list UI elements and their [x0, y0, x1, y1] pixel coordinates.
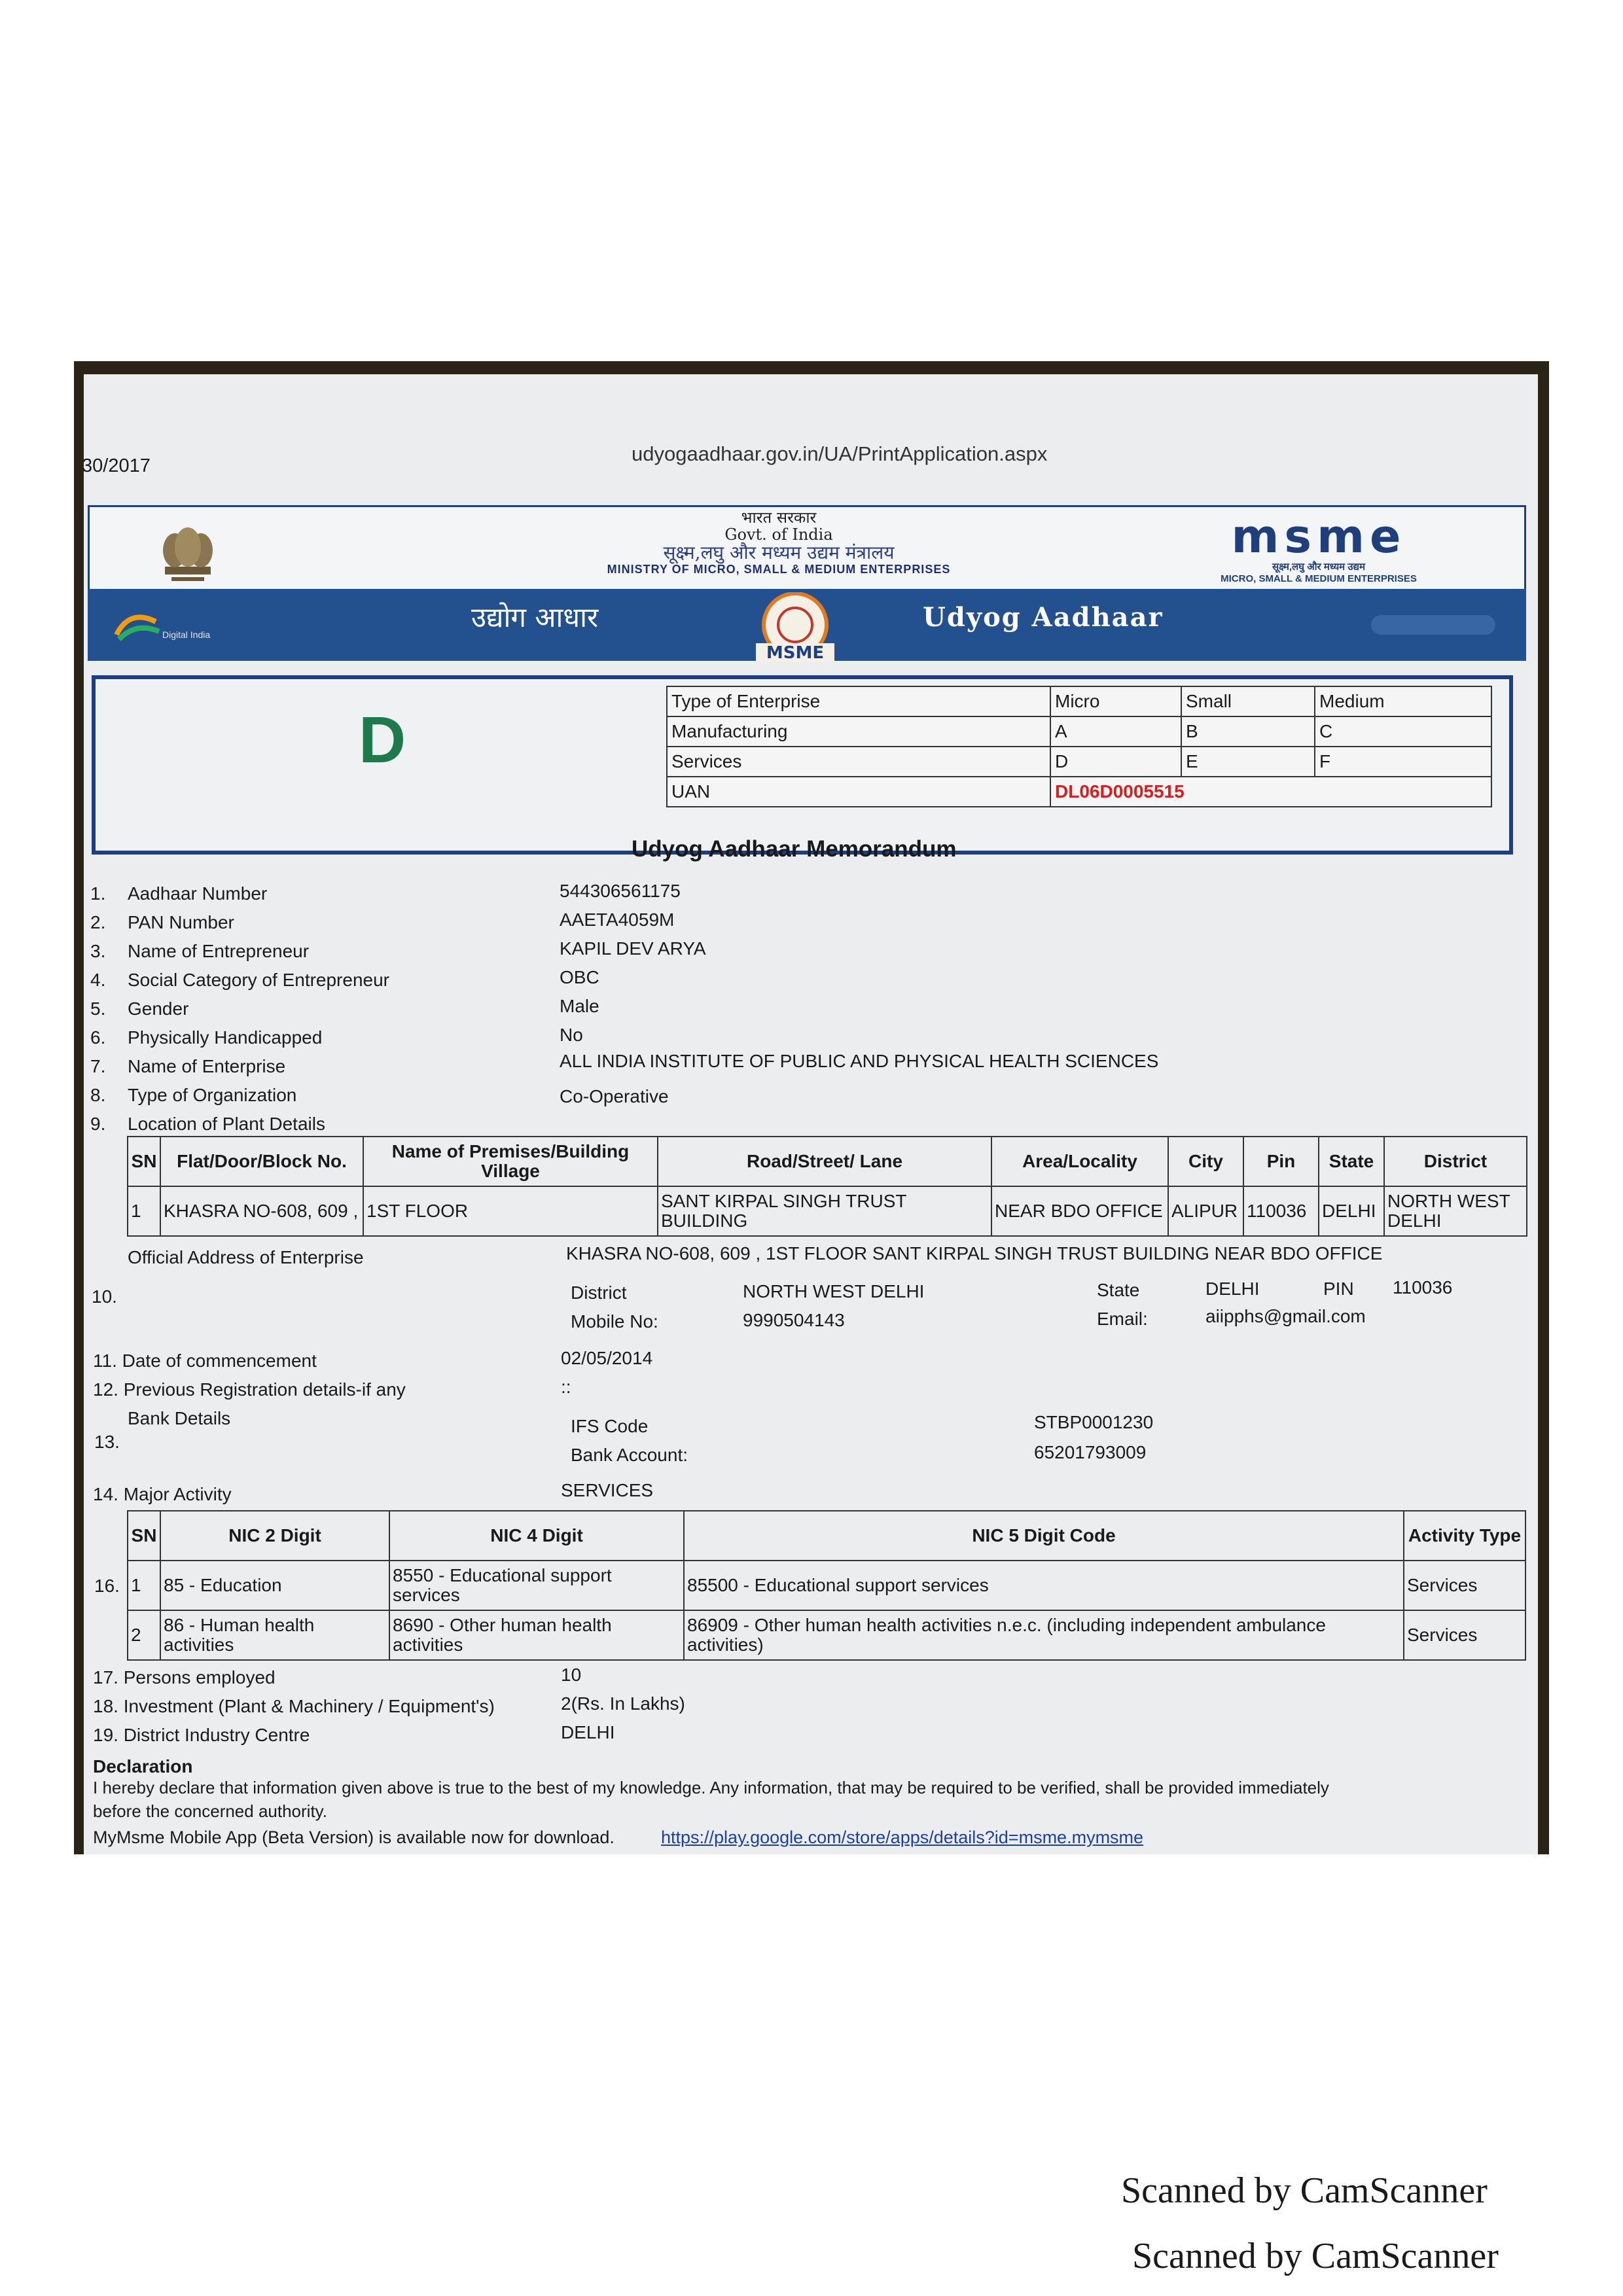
table-cell: 1ST FLOOR — [363, 1186, 658, 1236]
field-label: Name of Enterprise — [128, 1056, 286, 1076]
column-header: Road/Street/ Lane — [658, 1137, 991, 1186]
table-row — [128, 1610, 1525, 1660]
field-num: 16. — [94, 1576, 120, 1596]
table-row — [128, 1186, 1527, 1236]
persons-employed-value: 10 — [561, 1665, 582, 1685]
previous-registration-value: :: — [561, 1377, 571, 1397]
udyog-aadhaar-emblem — [720, 592, 870, 664]
print-date: 30/2017 — [82, 455, 151, 476]
column-header: SN — [128, 1137, 160, 1186]
ministry-english: MINISTRY OF MICRO, SMALL & MEDIUM ENTERPRISES — [607, 563, 951, 576]
table-cell: 1 — [128, 1186, 160, 1236]
table-cell: KHASRA NO-608, 609 , — [160, 1186, 363, 1236]
mobile-label: Mobile No: — [571, 1311, 658, 1332]
table-cell: 110036 — [1243, 1186, 1319, 1236]
field-num: 2. — [90, 912, 106, 932]
field-num: 1. — [90, 883, 106, 904]
camscanner-watermark-2: Scanned by CamScanner — [1132, 2236, 1499, 2276]
field-num: 13. — [94, 1432, 120, 1452]
print-url: udyogaadhaar.gov.in/UA/PrintApplication.aspx — [632, 442, 1048, 465]
enterprise-grade: D — [359, 703, 406, 777]
national-emblem-icon — [145, 521, 230, 593]
table-cell: Small — [1181, 686, 1315, 716]
column-header: NIC 2 Digit — [160, 1511, 389, 1561]
table-cell: Services — [1404, 1610, 1525, 1660]
table-cell: C — [1315, 716, 1491, 747]
column-header: Pin — [1243, 1137, 1319, 1186]
table-cell: NEAR BDO OFFICE — [991, 1186, 1168, 1236]
field-num: 8. — [90, 1085, 106, 1105]
table-cell: 1 — [128, 1561, 160, 1610]
table-header-row — [128, 1511, 1525, 1561]
column-header: Flat/Door/Block No. — [160, 1137, 363, 1186]
pin-label: PIN — [1323, 1279, 1354, 1299]
table-cell: Medium — [1315, 686, 1491, 716]
field-label: Gender — [128, 998, 189, 1019]
field-value: ALL INDIA INSTITUTE OF PUBLIC AND PHYSICAL HEALTH SCIENCES — [560, 1051, 1159, 1071]
bank-details-label: Bank Details — [128, 1408, 231, 1428]
bank-account-label: Bank Account: — [571, 1445, 688, 1465]
field-label: Location of Plant Details — [128, 1114, 325, 1134]
table-cell: SANT KIRPAL SINGH TRUST BUILDING — [658, 1186, 991, 1236]
column-header: NIC 5 Digit Code — [684, 1511, 1404, 1561]
ministry-text — [419, 509, 1139, 576]
commencement-value: 02/05/2014 — [561, 1348, 653, 1368]
major-activity-label: 14. Major Activity — [93, 1484, 232, 1504]
table-cell: 2 — [128, 1610, 160, 1660]
table-row — [667, 716, 1491, 747]
district-industry-centre-value: DELHI — [561, 1722, 615, 1742]
column-header: Activity Type — [1404, 1511, 1525, 1561]
table-cell: 8690 - Other human health activities — [389, 1610, 684, 1660]
enterprise-type-table — [666, 686, 1492, 807]
center-logo-text: MSME — [766, 643, 825, 663]
state-label: State — [1097, 1280, 1140, 1300]
table-cell: 86 - Human health activities — [160, 1610, 389, 1660]
digital-india-logo — [110, 605, 254, 651]
table-header-row — [128, 1137, 1527, 1186]
table-row — [667, 686, 1491, 716]
official-address-value: KHASRA NO-608, 609 , 1ST FLOOR SANT KIRPAL SINGH TRUST BUILDING NEAR BDO OFFICE — [566, 1243, 1383, 1263]
email-value: aiipphs@gmail.com — [1205, 1306, 1366, 1326]
table-cell: Manufacturing — [667, 716, 1050, 747]
table-cell: DELHI — [1319, 1186, 1384, 1236]
field-value: Co-Operative — [560, 1086, 669, 1106]
column-header: NIC 4 Digit — [389, 1511, 684, 1561]
field-label: Name of Entrepreneur — [128, 941, 310, 961]
district-value: NORTH WEST DELHI — [743, 1281, 925, 1301]
commencement-label: 11. Date of commencement — [93, 1351, 317, 1371]
table-cell: D — [1050, 747, 1181, 777]
field-value: OBC — [560, 967, 599, 987]
field-value: Male — [560, 996, 599, 1016]
column-header: City — [1168, 1137, 1243, 1186]
column-header: Name of Premises/Building Village — [363, 1137, 658, 1186]
declaration-title: Declaration — [93, 1756, 193, 1776]
major-activity-value: SERVICES — [561, 1480, 654, 1500]
column-header: SN — [128, 1511, 160, 1561]
field-num: 6. — [90, 1027, 106, 1048]
ifs-value: STBP0001230 — [1034, 1412, 1154, 1432]
field-label: PAN Number — [128, 912, 234, 932]
table-cell: A — [1050, 716, 1181, 747]
field-value: 544306561175 — [560, 881, 681, 901]
table-cell: NORTH WEST DELHI — [1384, 1186, 1527, 1236]
table-cell: Type of Enterprise — [667, 686, 1050, 716]
ifs-label: IFS Code — [571, 1416, 649, 1436]
field-num: 3. — [90, 941, 106, 961]
pin-value: 110036 — [1393, 1277, 1453, 1298]
field-num: 4. — [90, 970, 106, 990]
field-label: Aadhaar Number — [128, 883, 268, 904]
column-header: District — [1384, 1137, 1527, 1186]
investment-label: 18. Investment (Plant & Machinery / Equipment's) — [93, 1696, 495, 1716]
table-cell: ALIPUR — [1168, 1186, 1243, 1236]
camscanner-watermark: Scanned by CamScanner — [1121, 2170, 1488, 2211]
field-num: 9. — [90, 1114, 106, 1134]
plant-location-table — [127, 1136, 1527, 1237]
table-cell: 8550 - Educational support services — [389, 1561, 684, 1610]
declaration-text: I hereby declare that information given above is true to the best of my knowledge. Any information, that may be required to be verified, shall be provided immediately — [93, 1778, 1329, 1797]
investment-value: 2(Rs. In Lakhs) — [561, 1693, 685, 1714]
udyog-aadhaar-english: Udyog Aadhaar — [923, 602, 1164, 633]
govt-hindi: भारत सरकार — [741, 508, 817, 527]
field-label: Physically Handicapped — [128, 1027, 323, 1048]
bank-account-value: 65201793009 — [1034, 1442, 1147, 1462]
table-cell: Services — [1404, 1561, 1525, 1610]
field-value: KAPIL DEV ARYA — [560, 938, 706, 959]
udyog-aadhaar-hindi: उद्योग आधार — [471, 601, 599, 633]
table-row — [667, 747, 1491, 777]
field-label: Social Category of Entrepreneur — [128, 970, 389, 990]
district-industry-centre-label: 19. District Industry Centre — [93, 1725, 310, 1745]
field-label: Type of Organization — [128, 1085, 297, 1105]
column-header: State — [1319, 1137, 1384, 1186]
table-cell: 85 - Education — [160, 1561, 389, 1610]
state-value: DELHI — [1205, 1279, 1260, 1299]
right-badge-icon — [1368, 609, 1499, 641]
column-header: Area/Locality — [991, 1137, 1168, 1186]
table-cell: 86909 - Other human health activities n.e.c. (including independent ambulance activities) — [684, 1610, 1404, 1660]
table-row — [128, 1561, 1525, 1610]
app-download-link[interactable]: https://play.google.com/store/apps/details?id=msme.mymsme — [661, 1828, 1144, 1847]
field-num: 5. — [90, 998, 106, 1019]
table-cell: Micro — [1050, 686, 1181, 716]
field-value: No — [560, 1025, 583, 1045]
field-num: 10. — [92, 1286, 117, 1307]
ministry-hindi: सूक्ष्म,लघु और मध्यम उद्यम मंत्रालय — [663, 542, 895, 563]
memorandum-title: Udyog Aadhaar Memorandum — [632, 836, 957, 862]
persons-employed-label: 17. Persons employed — [93, 1667, 276, 1687]
uan-value: DL06D0005515 — [1050, 777, 1491, 807]
uan-label: UAN — [667, 777, 1050, 807]
field-value: AAETA4059M — [560, 910, 675, 930]
table-cell: 85500 - Educational support services — [684, 1561, 1404, 1610]
table-cell: F — [1315, 747, 1491, 777]
msme-logo-text: msme — [1231, 510, 1406, 563]
app-text: MyMsme Mobile App (Beta Version) is available now for download. — [93, 1828, 615, 1847]
mobile-value: 9990504143 — [743, 1310, 845, 1330]
govt-english: Govt. of India — [724, 525, 833, 544]
table-row — [667, 777, 1491, 807]
msme-sub-english: MICRO, SMALL & MEDIUM ENTERPRISES — [1221, 573, 1417, 584]
digital-india-text: Digital India — [162, 629, 211, 640]
official-address-label: Official Address of Enterprise — [128, 1247, 364, 1267]
declaration-text-2: before the concerned authority. — [93, 1801, 327, 1821]
msme-logo — [1185, 510, 1453, 584]
district-label: District — [571, 1282, 627, 1303]
previous-registration-label: 12. Previous Registration details-if any — [93, 1379, 406, 1400]
nic-code-table — [127, 1510, 1526, 1661]
msme-sub-hindi: सूक्ष्म,लघु और मध्यम उद्यम — [1272, 561, 1365, 573]
table-cell: B — [1181, 716, 1315, 747]
table-cell: Services — [667, 747, 1050, 777]
email-label: Email: — [1097, 1309, 1148, 1329]
field-num: 7. — [90, 1056, 106, 1076]
table-cell: E — [1181, 747, 1315, 777]
